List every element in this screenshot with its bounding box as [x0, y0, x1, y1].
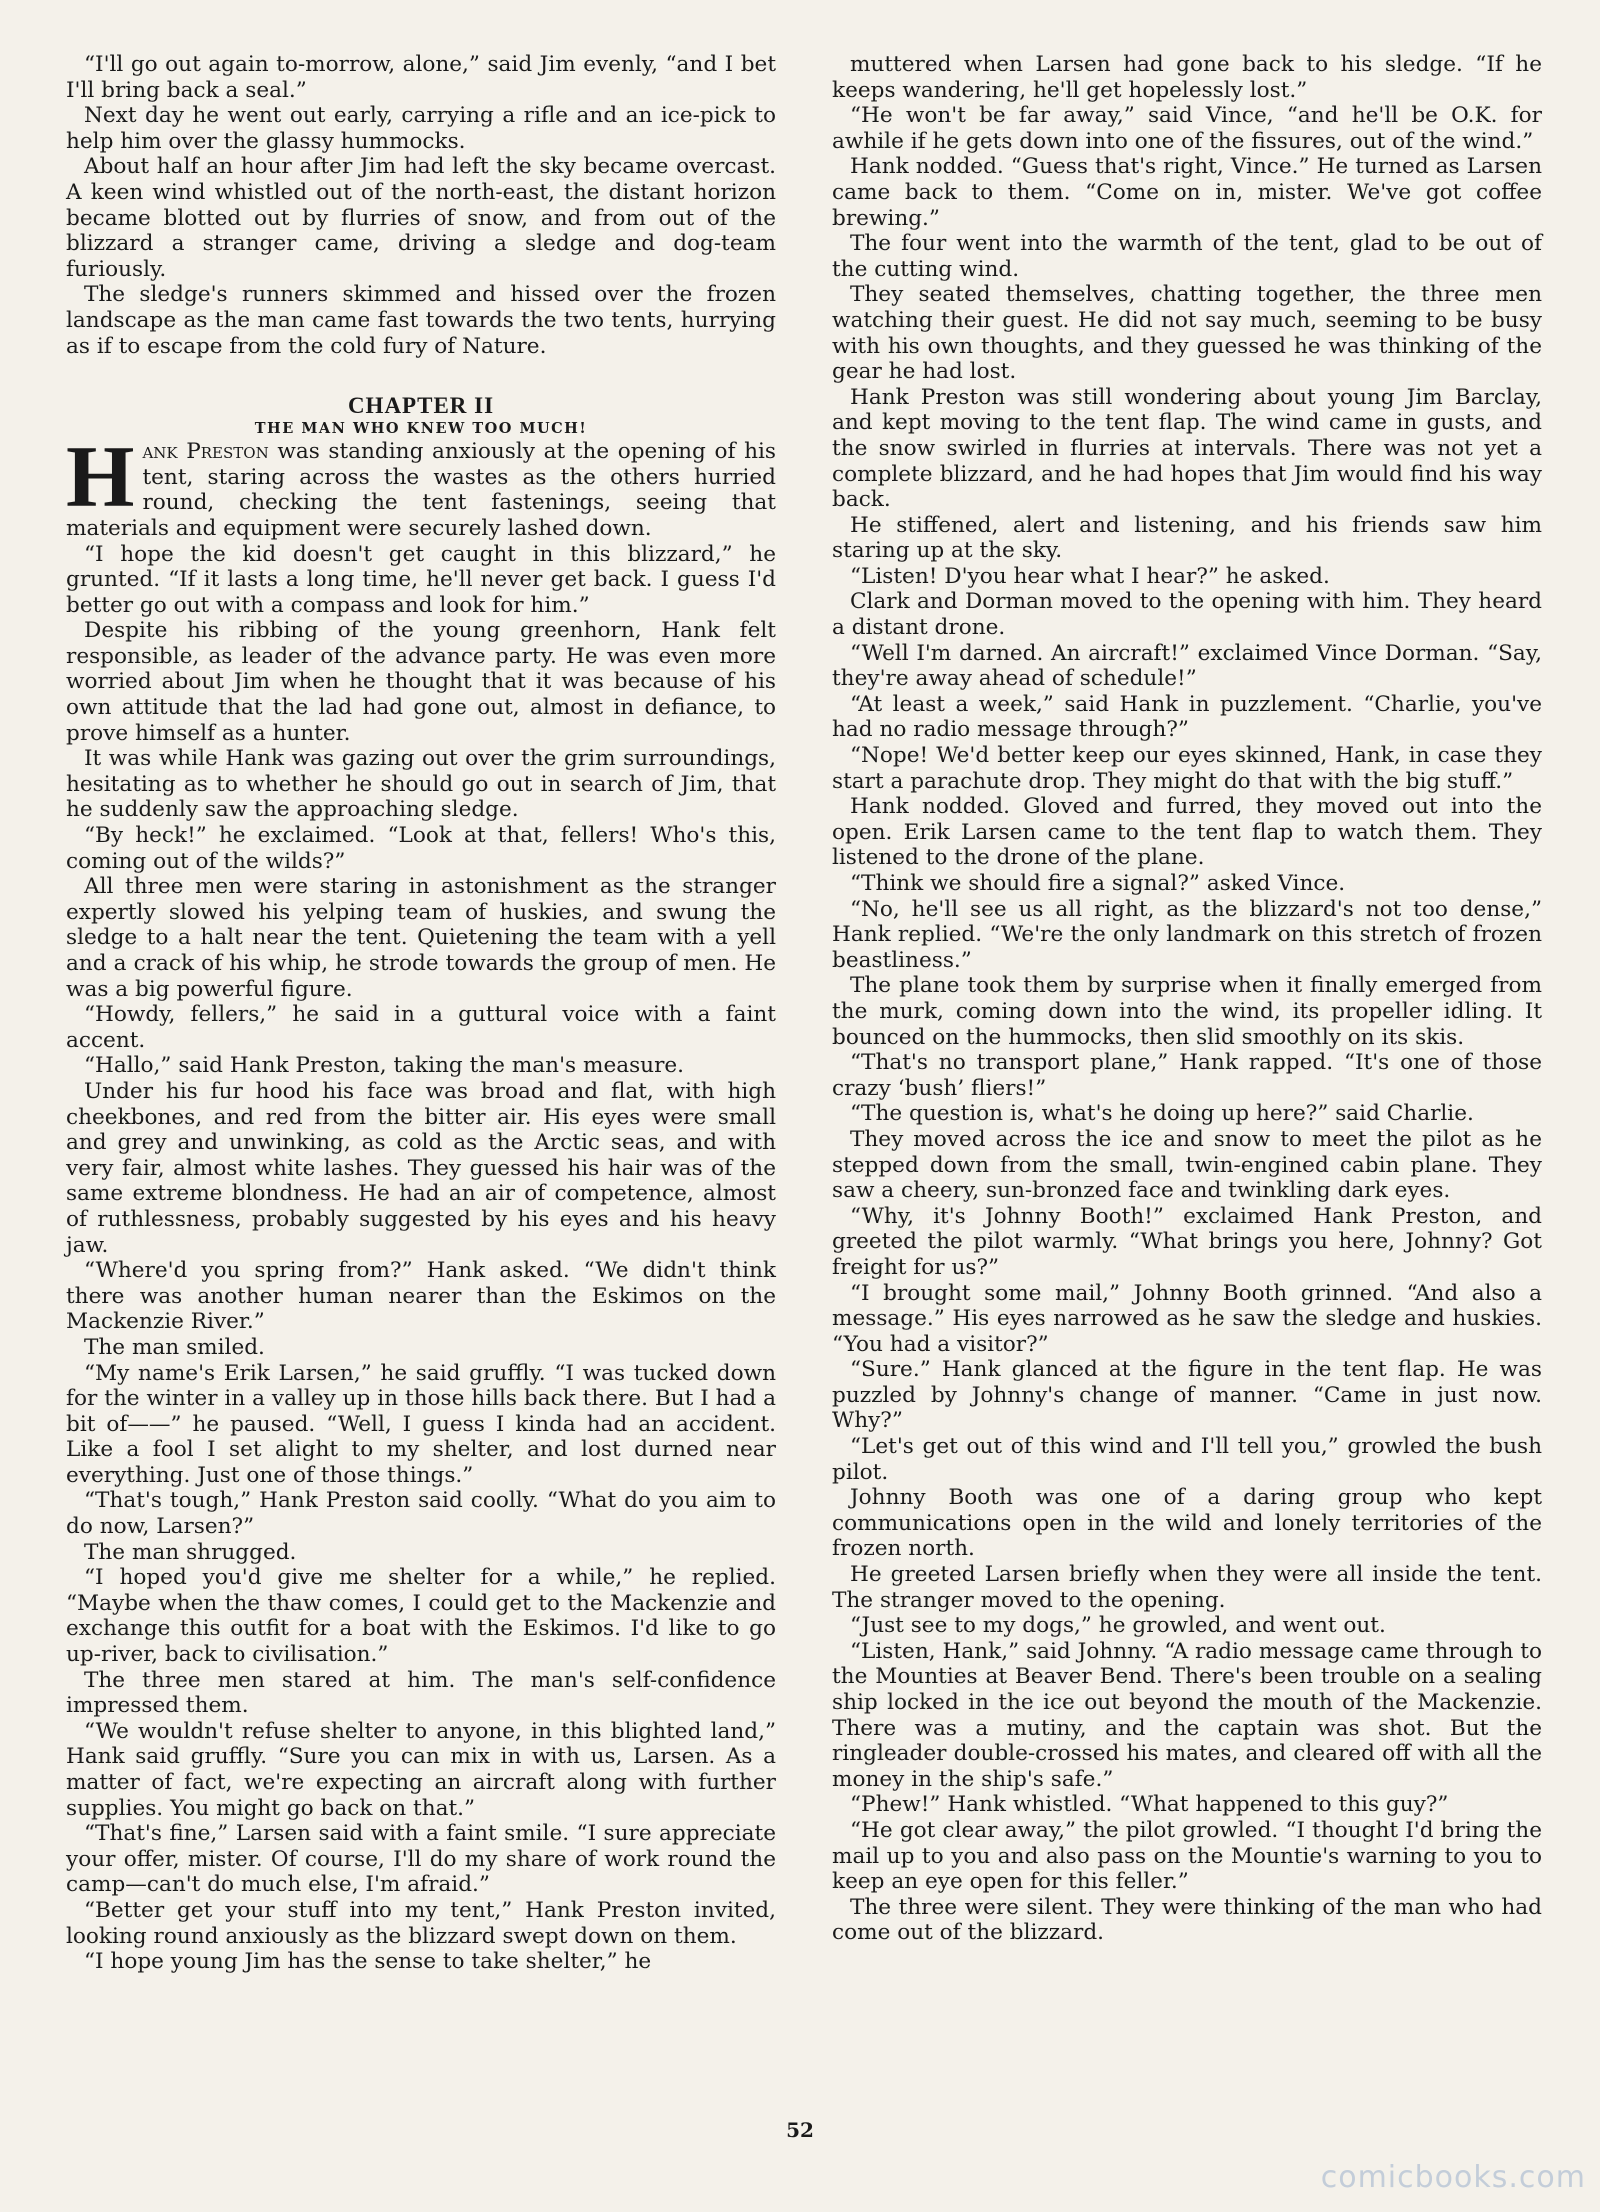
paragraph: The sledge's runners skimmed and hissed over the frozen landscape as the man came fast towards the two tents, hurrying as if to escape from the cold fury of Nature. — [66, 282, 776, 359]
paragraph: “Let's get out of this wind and I'll tell you,” growled the bush pilot. — [832, 1434, 1542, 1485]
paragraph: Under his fur hood his face was broad and flat, with high cheekbones, and red from the bitter air. His eyes were small and grey and unwinking, as cold as the Arctic seas, and with very fair, almost white lashes. They guessed his hair was of the same extreme blondness. He had an air of competence, almost of ruthlessness, probably suggested by his eyes and his heavy jaw. — [66, 1078, 776, 1258]
paragraph: “Better get your stuff into my tent,” Hank Preston invited, looking round anxiously as the blizzard swept down on them. — [66, 1897, 776, 1949]
paragraph: Hank nodded. Gloved and furred, they moved out into the open. Erik Larsen came to the tent flap to watch them. They listened to the drone of the plane. — [832, 794, 1542, 871]
paragraph: “By heck!” he exclaimed. “Look at that, fellers! Who's this, coming out of the wilds?” — [66, 823, 776, 874]
paragraph: “Howdy, fellers,” he said in a guttural voice with a faint accent. — [66, 1002, 776, 1053]
paragraph: He stiffened, alert and listening, and his friends saw him staring up at the sky. — [832, 512, 1542, 564]
paragraph: “Listen! D'you hear what I hear?” he asked. — [850, 563, 1330, 589]
paragraph: About half an hour after Jim had left the sky became overcast. A keen wind whistled out of the north-east, the distant horizon became blotted out by flurries of snow, and from out of the blizzard a stranger came, driving a sledge and dog-team furiously. — [66, 154, 776, 282]
site-watermark: comicbooks.com — [1320, 2160, 1586, 2195]
paragraph: The man smiled. — [84, 1334, 265, 1360]
paragraph: “At least a week,” said Hank in puzzlement. “Charlie, you've had no radio message through?” — [832, 691, 1542, 743]
paragraph: “That's fine,” Larsen said with a faint smile. “I sure appreciate your offer, mister. Of course, I'll do my share of work round the camp—can't do much else, I'm afraid.” — [66, 1821, 776, 1898]
paragraph: “Just see to my dogs,” he growled, and went out. — [850, 1613, 1386, 1639]
paragraph: It was while Hank was gazing out over the grim surroundings, hesitating as to whether he should go out in search of Jim, that he suddenly saw the approaching sledge. — [66, 746, 776, 823]
right-paragraphs — [832, 52, 1542, 1946]
paragraph: Hank Preston was still wondering about young Jim Barclay, and kept moving to the tent flap. The wind came in gusts, and the snow swirled in flurries at intervals. There was not yet a complete blizzard, and he had hopes that Jim would find his way back. — [832, 384, 1542, 513]
paragraph: They moved across the ice and snow to meet the pilot as he stepped down from the small, twin-engined cabin plane. They saw a cheery, sun-bronzed face and twinkling dark eyes. — [832, 1126, 1542, 1204]
paragraph: They seated themselves, chatting together, the three men watching their guest. He did not say much, seeming to be busy with his own thoughts, and they guessed he was thinking of the gear he had lost. — [832, 282, 1542, 385]
paragraph: “Well I'm darned. An aircraft!” exclaimed Vince Dorman. “Say, they're away ahead of schedule!” — [832, 640, 1542, 692]
page-number: 52 — [786, 2118, 814, 2142]
paragraph: Despite his ribbing of the young greenhorn, Hank felt responsible, as leader of the advance party. He was even more worried about Jim when he thought that it was because of his own attitude that the lad had gone out, almost in defiance, to prove himself as a hunter. — [66, 618, 776, 746]
paragraph: “I'll go out again to-morrow, alone,” said Jim evenly, “and I bet I'll bring back a seal.” — [66, 52, 776, 103]
paragraph: “Think we should fire a signal?” asked Vince. — [850, 871, 1346, 896]
paragraph: The three were silent. They were thinking of the man who had come out of the blizzard. — [832, 1894, 1542, 1946]
left-column — [66, 52, 776, 1975]
chapter-subtitle: THE MAN WHO KNEW TOO MUCH! — [254, 420, 588, 438]
paragraph: “No, he'll see us all right, as the blizzard's not too dense,” Hank replied. “We're the only landmark on this stretch of frozen beastliness.” — [832, 896, 1542, 973]
right-column — [832, 52, 1542, 1946]
paragraph: Johnny Booth was one of a daring group who kept communications open in the wild and lonely territories of the frozen north. — [832, 1485, 1542, 1562]
paragraph: “I hope the kid doesn't get caught in this blizzard,” he grunted. “If it lasts a long time, he'll never get back. I guess I'd better go out with a compass and look for him.” — [66, 541, 776, 618]
paragraph: “Nope! We'd better keep our eyes skinned, Hank, in case they start a parachute drop. They might do that with the big stuff.” — [832, 743, 1542, 794]
paragraph: “Phew!” Hank whistled. “What happened to this guy?” — [850, 1792, 1449, 1818]
lead-smallcaps: ank Preston — [142, 439, 269, 465]
paragraph: “Where'd you spring from?” Hank asked. “We didn't think there was another human nearer than the Eskimos on the Mackenzie River.” — [66, 1258, 776, 1335]
paragraph: The plane took them by surprise when it finally emerged from the murk, coming down into the wind, its propeller idling. It bounced on the hummocks, then slid smoothly on its skis. — [832, 973, 1542, 1050]
chapter-heading — [66, 393, 776, 439]
paragraph: “The question is, what's he doing up here?” said Charlie. — [850, 1101, 1474, 1127]
paragraph: “Why, it's Johnny Booth!” exclaimed Hank Preston, and greeted the pilot warmly. “What brings you here, Johnny? Got freight for us?” — [832, 1203, 1542, 1280]
left-paragraphs-before — [66, 52, 776, 359]
paragraph: “I brought some mail,” Johnny Booth grinned. “And also a message.” His eyes narrowed as he saw the sledge and huskies. “You had a visitor?” — [832, 1280, 1542, 1357]
paragraph: Next day he went out early, carrying a rifle and an ice-pick to help him over the glassy hummocks. — [66, 103, 776, 154]
paragraph: muttered when Larsen had gone back to his sledge. “If he keeps wandering, he'll get hopelessly lost.” — [832, 52, 1542, 103]
paragraph: “Listen, Hank,” said Johnny. “A radio message came through to the Mounties at Beaver Bend. There's been trouble on a sealing ship locked in the ice out beyond the mouth of the Mackenzie. There was a mutiny, and the captain was shot. But the ringleader double-crossed his mates, and cleared off with all the money in the ship's safe.” — [832, 1638, 1542, 1792]
paragraph: The four went into the warmth of the tent, glad to be out of the cutting wind. — [832, 231, 1542, 282]
paragraph: He greeted Larsen briefly when they were all inside the tent. The stranger moved to the opening. — [832, 1562, 1542, 1613]
left-paragraphs-after — [66, 542, 776, 1975]
paragraph: “Sure.” Hank glanced at the figure in the tent flap. He was puzzled by Johnny's change of manner. “Came in just now. Why?” — [832, 1357, 1542, 1434]
paragraph: “He got clear away,” the pilot growled. “I thought I'd bring the mail up to you and also pass on the Mountie's warning to you to keep an eye open for this feller.” — [832, 1817, 1542, 1895]
paragraph: “Hallo,” said Hank Preston, taking the man's measure. — [84, 1053, 685, 1079]
paragraph: “I hoped you'd give me shelter for a while,” he replied. “Maybe when the thaw comes, I could get to the Mackenzie and exchange this outfit for a boat with the Eskimos. I'd like to go up-river, back to civilisation.” — [66, 1565, 776, 1668]
paragraph: Clark and Dorman moved to the opening with him. They heard a distant drone. — [832, 589, 1542, 641]
paragraph: “My name's Erik Larsen,” he said gruffly. “I was tucked down for the winter in a valley up in those hills back there. But I had a bit of——” he paused. “Well, I guess I kinda had an accident. Like a fool I set alight to my shelter, and lost durned near everything. Just one of those things.” — [66, 1360, 776, 1488]
paragraph: “We wouldn't refuse shelter to anyone, in this blighted land,” Hank said gruffly. “Sure you can mix in with us, Larsen. As a matter of fact, we're expecting an aircraft along with further supplies. You might go back on that.” — [66, 1718, 776, 1821]
paragraph: “I hope young Jim has the sense to take shelter,” he — [84, 1949, 652, 1975]
lead-text: was standing anxiously at the opening of his tent, staring across the wastes as the others hurried round, checking the tent fastenings, seeing that materials and equipment were securely lashed down. — [66, 439, 776, 541]
paragraph: The three men stared at him. The man's self-confidence impressed them. — [66, 1667, 776, 1719]
paragraph: All three men were staring in astonishment as the stranger expertly slowed his yelping team of huskies, and swung the sledge to a halt near the tent. Quietening the team with a yell and a crack of his whip, he strode towards the group of men. He was a big powerful figure. — [66, 874, 776, 1002]
paragraph: “He won't be far away,” said Vince, “and he'll be O.K. for awhile if he gets down into one of the fissures, out of the wind.” — [832, 103, 1542, 154]
paragraph: The man shrugged. — [84, 1539, 297, 1565]
paragraph: Hank nodded. “Guess that's right, Vince.” He turned as Larsen came back to them. “Come on in, mister. We've got coffee brewing.” — [832, 154, 1542, 231]
paragraph: “That's tough,” Hank Preston said coolly. “What do you aim to do now, Larsen?” — [66, 1488, 776, 1540]
paragraph: “That's no transport plane,” Hank rapped. “It's one of those crazy ‘bush’ fliers!” — [832, 1050, 1542, 1101]
drop-cap: H — [66, 429, 135, 527]
chapter-title: CHAPTER II — [347, 393, 495, 419]
